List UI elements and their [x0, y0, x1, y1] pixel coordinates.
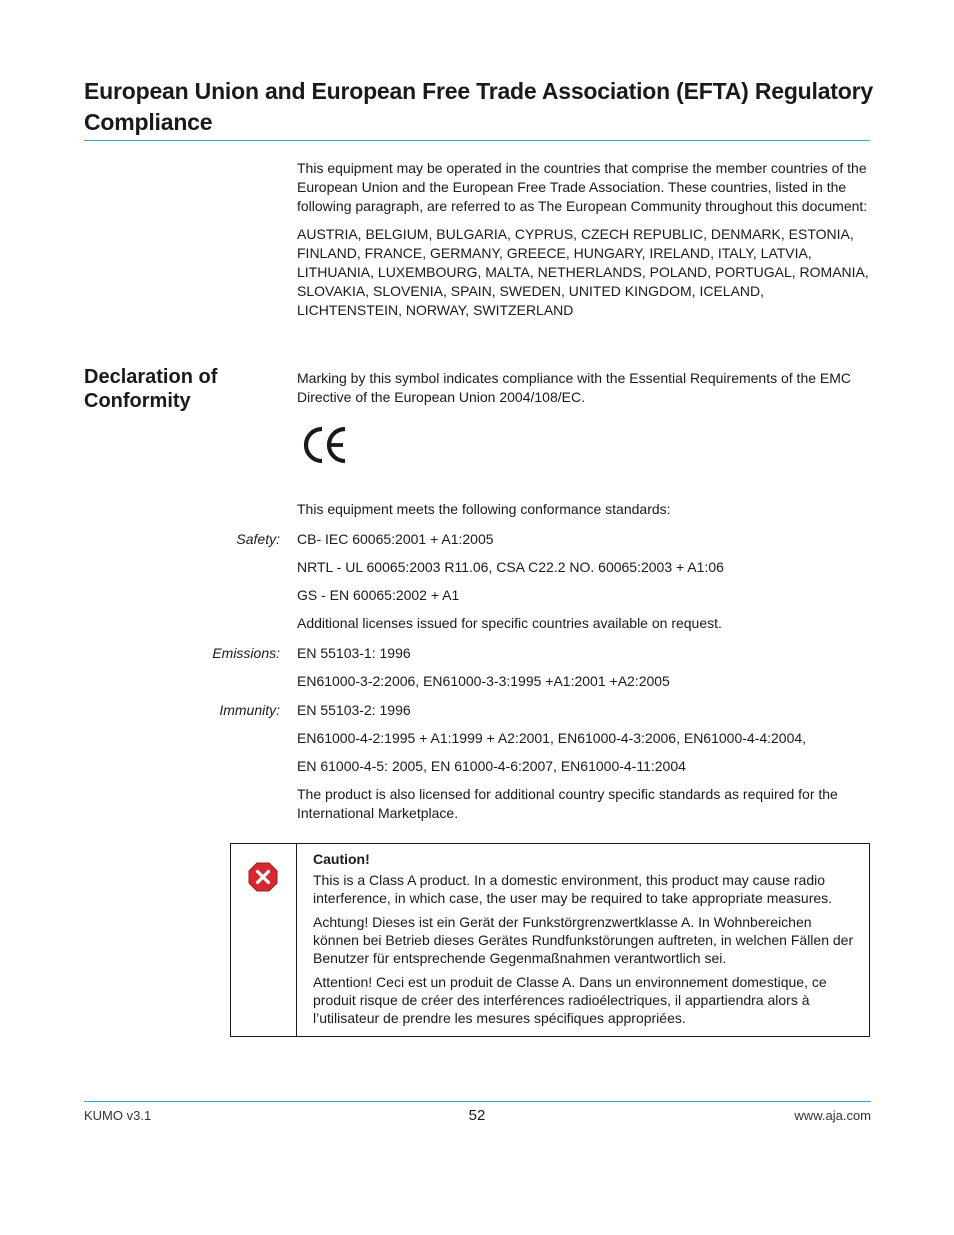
ce-description: [297, 369, 872, 407]
standard-line: EN61000-4-2:1995 + A1:1999 + A2:2001, EN61000-4-3:2006, EN61000-4-4:2004,: [297, 730, 807, 746]
additional-standards-note: The product is also licensed for additional country specific standards as required for the International Marketplace.: [297, 786, 838, 821]
standard-line: GS - EN 60065:2002 + A1: [297, 587, 460, 603]
country-list: AUSTRIA, BELGIUM, BULGARIA, CYPRUS, CZECH REPUBLIC, DENMARK, ESTONIA, FINLAND, FRANCE, GERMANY, GREECE, HUNGARY, IRELAND, ITALY, LATVIA, LITHUANIA, LUXEMBOURG, MALTA, NETHERLANDS, POLAND, PORTUGAL, ROMANIA, SLOVAKIA, SLOVENIA, SPAIN, SWEDEN, UNITED KINGDOM, ICELAND, LICHTENSTEIN, NORWAY, SWITZERLAND: [297, 226, 869, 318]
ce-mark-icon: [303, 426, 349, 464]
caution-text-english: This is a Class A product. In a domestic environment, this product may cause radio interference, in which case, the user may be required to take appropriate measures.: [313, 872, 833, 906]
standard-line: CB- IEC 60065:2001 + A1:2005: [297, 531, 494, 547]
standard-line: EN61000-3-2:2006, EN61000-3-3:1995 +A1:2001 +A2:2005: [297, 673, 670, 689]
caution-title: Caution!: [313, 851, 370, 867]
standard-line: EN 61000-4-5: 2005, EN 61000-4-6:2007, EN61000-4-11:2004: [297, 758, 686, 774]
standard-line: Additional licenses issued for specific countries available on request.: [297, 615, 722, 631]
footer-product: KUMO v3.1: [84, 1108, 152, 1123]
intro-paragraph: This equipment may be operated in the countries that comprise the member countries of the European Union and the European Free Trade Association. These countries, listed in the following paragraph, are referred to as The European Community throughout this document:: [297, 160, 868, 214]
standards-intro: [297, 500, 872, 519]
footer-divider: [84, 1101, 871, 1102]
safety-label: Safety:: [236, 531, 280, 547]
caution-content: [313, 850, 861, 1033]
immunity-label: Immunity:: [219, 702, 280, 718]
caution-divider: [296, 844, 297, 1036]
intro-section: [297, 159, 872, 329]
caution-box: [230, 843, 870, 1037]
section-heading-declaration: Declaration of Conformity: [84, 366, 218, 412]
ce-text: Marking by this symbol indicates compliance with the Essential Requirements of the EMC Directive of the European Union 2004/108/EC.: [297, 370, 852, 405]
page-number: 52: [468, 1107, 486, 1124]
emissions-label: Emissions:: [212, 645, 280, 661]
footer-website: www.aja.com: [794, 1108, 871, 1123]
caution-text-german: Achtung! Dieses ist ein Gerät der Funkstörgrenzwertklasse A. In Wohnbereichen können bei Betrieb dieses Gerätes Rundfunkstörungen auftreten, in welchen Fällen der Benutzer für entsprechende Gegenmaßnahmen verantwortlich sei.: [313, 914, 854, 966]
caution-text-french: Attention! Ceci est un produit de Classe A. Dans un environnement domestique, ce produit risque de créer des interférences radioélectriques, il appartiendra alors à l’utilisateur de prendre les mesures spécifiques appropriées.: [313, 974, 827, 1026]
caution-stop-icon: [248, 862, 278, 892]
standards-intro-text: This equipment meets the following conformance standards:: [297, 501, 671, 517]
standard-line: EN 55103-1: 1996: [297, 645, 411, 661]
page-title: European Union and European Free Trade Association (EFTA) Regulatory Compliance: [84, 78, 873, 135]
standard-line: NRTL - UL 60065:2003 R11.06, CSA C22.2 NO. 60065:2003 + A1:06: [297, 559, 724, 575]
header-divider: [84, 140, 870, 141]
standard-line: EN 55103-2: 1996: [297, 702, 411, 718]
